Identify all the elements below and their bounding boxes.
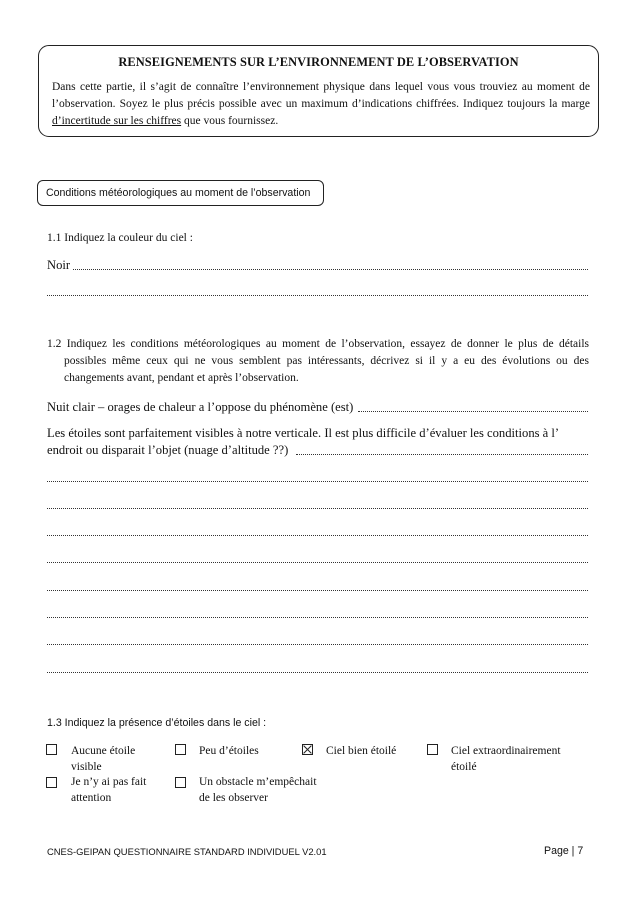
answer-1-2-blank-line[interactable]: [47, 590, 588, 591]
answer-1-2-blank-line[interactable]: [47, 672, 588, 673]
answer-1-2-text-1: Nuit clair – orages de chaleur a l’oppose du phénomène (est): [47, 400, 354, 414]
option-ciel-extraordinairement-etoile-label: [451, 743, 561, 775]
answer-1-2-blank-line[interactable]: [47, 617, 588, 618]
answer-1-1-line-2[interactable]: [47, 295, 588, 296]
option-label-line: Peu d’étoiles: [199, 745, 259, 757]
option-label-line: étoilé: [451, 761, 477, 773]
answer-1-1-line[interactable]: [73, 269, 588, 270]
answer-1-2-text-2a: Les étoiles sont parfaitement visibles à notre verticale. Il est plus difficile d’évaluer les conditions à l’: [47, 426, 560, 440]
question-1-2-line-1: 1.2 Indiquez les conditions météorologiques au moment de l’observation, essayez de donner le plus de détails: [47, 338, 589, 350]
option-label-line: attention: [71, 792, 112, 804]
option-peu-etoiles-label: [199, 743, 259, 759]
answer-1-2-blank-line[interactable]: [47, 562, 588, 563]
option-aucune-etoile-label: [71, 743, 135, 775]
answer-1-2-line-2[interactable]: [296, 454, 588, 455]
answer-1-2-blank-line[interactable]: [47, 481, 588, 482]
intro-title: RENSEIGNEMENTS SUR L’ENVIRONNEMENT DE L’OBSERVATION: [118, 55, 519, 69]
checkbox-ciel-extraordinairement-etoile[interactable]: [427, 744, 438, 755]
checkbox-aucune-etoile[interactable]: [46, 744, 57, 755]
question-1-3-label: 1.3 Indiquez la présence d’étoiles dans le ciel :: [47, 717, 267, 729]
intro-line-1: Dans cette partie, il s’agit de connaître l’environnement physique dans lequel vous vous trouviez au moment de: [52, 81, 590, 93]
answer-1-2-blank-line[interactable]: [47, 535, 588, 536]
option-ciel-bien-etoile-label: [326, 743, 396, 759]
option-label-line: Aucune étoile: [71, 745, 136, 757]
option-obstacle-label: [199, 774, 317, 806]
intro-text: [52, 79, 590, 130]
option-label-line: de les observer: [199, 792, 268, 804]
intro-underlined-text: d’incertitude sur les chiffres: [52, 115, 182, 127]
answer-1-2-text-2b: endroit ou disparait l’objet (nuage d’altitude ??): [47, 443, 289, 457]
checkbox-obstacle[interactable]: [175, 777, 186, 788]
answer-1-2-line-1[interactable]: [358, 411, 588, 412]
intro-line-2: l’observation. Soyez le plus précis possible avec un maximum d’indications chiffrées. Indiquez toujours la marge: [52, 98, 590, 110]
option-label-line: visible: [71, 761, 102, 773]
option-label-line: Je n’y ai pas fait: [71, 776, 147, 788]
intro-line-3: [52, 113, 590, 130]
footer-page-number: Page | 7: [544, 845, 584, 857]
question-1-1-label: 1.1 Indiquez la couleur du ciel :: [47, 232, 193, 244]
option-label-line: Ciel extraordinairement: [451, 745, 561, 757]
option-label-line: Un obstacle m’empêchait: [199, 776, 317, 788]
checkbox-pas-fait-attention[interactable]: [46, 777, 57, 788]
answer-1-2-blank-line[interactable]: [47, 508, 588, 509]
footer-document-title: CNES-GEIPAN QUESTIONNAIRE STANDARD INDIVIDUEL V2.01: [47, 846, 327, 857]
question-1-2-line-3: changements avant, pendant et après l’observation.: [64, 372, 299, 384]
answer-1-2-blank-line[interactable]: [47, 644, 588, 645]
option-label-line: Ciel bien étoilé: [326, 745, 397, 757]
question-1-2-line-2: possibles même ceux qui ne vous semblent pas intéressants, décrivez si il y a eu des évolutions ou des: [64, 355, 589, 367]
checkbox-peu-etoiles[interactable]: [175, 744, 186, 755]
answer-1-1-text: Noir: [47, 258, 71, 272]
section-title-weather: Conditions météorologiques au moment de l’observation: [37, 180, 324, 206]
intro-line-3-rest: que vous fournissez.: [181, 115, 279, 127]
option-pas-fait-attention-label: [71, 774, 146, 806]
checkbox-ciel-bien-etoile[interactable]: [302, 744, 313, 755]
